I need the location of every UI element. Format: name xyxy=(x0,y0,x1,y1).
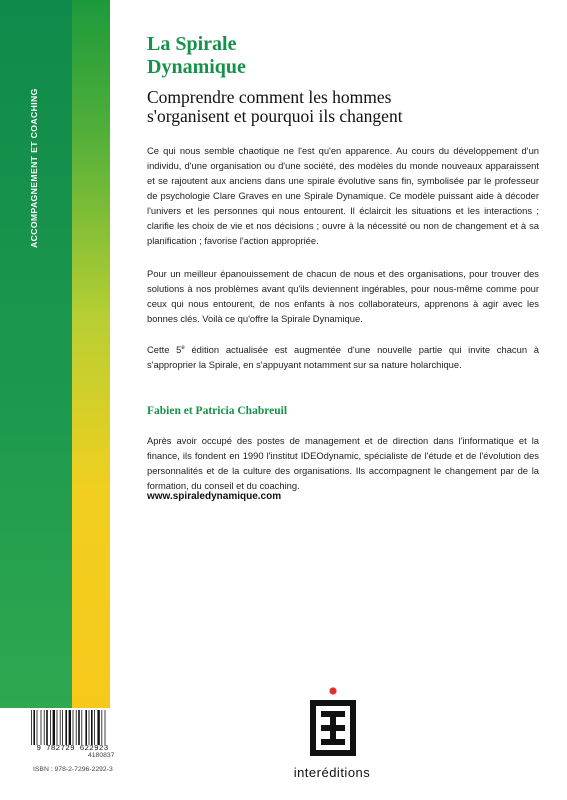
barcode-bar xyxy=(73,710,74,745)
publisher-name: interéditions xyxy=(293,765,371,780)
barcode-bar xyxy=(85,710,87,745)
barcode-bar xyxy=(41,710,42,745)
barcode-bar xyxy=(89,710,90,745)
barcode-bar xyxy=(44,710,45,745)
barcode-bar xyxy=(101,710,102,745)
publisher-logo-icon xyxy=(306,686,360,760)
barcode-bar xyxy=(76,710,77,745)
website-link[interactable]: www.spiraledynamique.com xyxy=(147,491,282,502)
barcode-bar xyxy=(50,710,51,745)
blurb-paragraph-1: Ce qui nous semble chaotique ne l'est qu'en apparence. Au cours du développement d'un individu, d'une organisation ou d'une société, des modèles du monde nouveaux apparaissent et se rajoutent aux anciens dans une spirale évolutive sans fin, symbolisée par le professeur de psychologie Clare Graves en une Spirale Dynamique. Ce modèle puissant aide à décoder l'univers et les personnes qui nous entourent. Il éclaircit les situations et les interactions ; clarifie les choix de vie et nos décisions ; ouvre à la nécessité ou non de changement et à sa planification ; favorise l'action appropriée. xyxy=(147,145,539,246)
barcode-digits: 9 782729 622923 xyxy=(36,745,109,753)
subtitle-line2: s'organisent et pourquoi ils changent xyxy=(147,106,403,126)
barcode-bar xyxy=(60,710,61,745)
barcode-bar xyxy=(46,710,48,745)
book-title-line2: Dynamique xyxy=(147,56,246,78)
barcode-bar xyxy=(97,710,99,745)
book-title-line1: La Spirale xyxy=(147,33,237,55)
collection-label: ACCOMPAGNEMENT ET COACHING xyxy=(29,88,39,248)
blurb-paragraph-3: Cette 5e édition actualisée est augmentée d'une nouvelle partie qui invite chacun à s'approprier la Spirale, en s'appuyant notamment sur sa nature holarchique. xyxy=(147,344,539,371)
subtitle-line1: Comprendre comment les hommes xyxy=(147,87,392,107)
barcode-bars xyxy=(30,710,115,745)
barcode-bar xyxy=(62,710,63,745)
barcode-bar xyxy=(69,710,71,745)
author-names: Fabien et Patricia Chabreuil xyxy=(147,405,288,417)
author-bio: Après avoir occupé des postes de management et de direction dans l'informatique et la finance, ils fondent en 1990 l'institut IDEOdynamic, spécialiste de l'étude et de l'évolution des personnalités et de la culture des organisations. Ils accompagnent le changement par de la formation, du conseil et du coaching. xyxy=(147,435,539,491)
isbn: ISBN : 978-2-7296-2292-3 xyxy=(33,766,113,773)
barcode-bar xyxy=(78,710,80,745)
barcode xyxy=(30,708,115,770)
spine-band-gradient xyxy=(72,0,110,708)
blurb-paragraph-2: Pour un meilleur épanouissement de chacun de nous et des organisations, pour trouver des solutions à nos problèmes avant qu'ils deviennent ingérables, pour nous-même comme pour ceux qui nous entourent, de nos enfants à nos collaborateurs, apprenons à agir avec les bonnes clés. Voilà ce qu'offre la Spirale Dynamique. xyxy=(147,268,539,324)
barcode-bar xyxy=(91,710,93,745)
barcode-bar xyxy=(53,710,55,745)
barcode-bar xyxy=(105,710,106,745)
barcode-bar xyxy=(33,710,35,745)
barcode-bar xyxy=(57,710,58,745)
barcode-number: 4180837 xyxy=(88,752,115,759)
barcode-bar xyxy=(65,710,67,745)
barcode-bar xyxy=(94,710,95,745)
barcode-bar xyxy=(81,710,82,745)
barcode-bar xyxy=(31,710,32,745)
barcode-bar xyxy=(37,710,38,745)
